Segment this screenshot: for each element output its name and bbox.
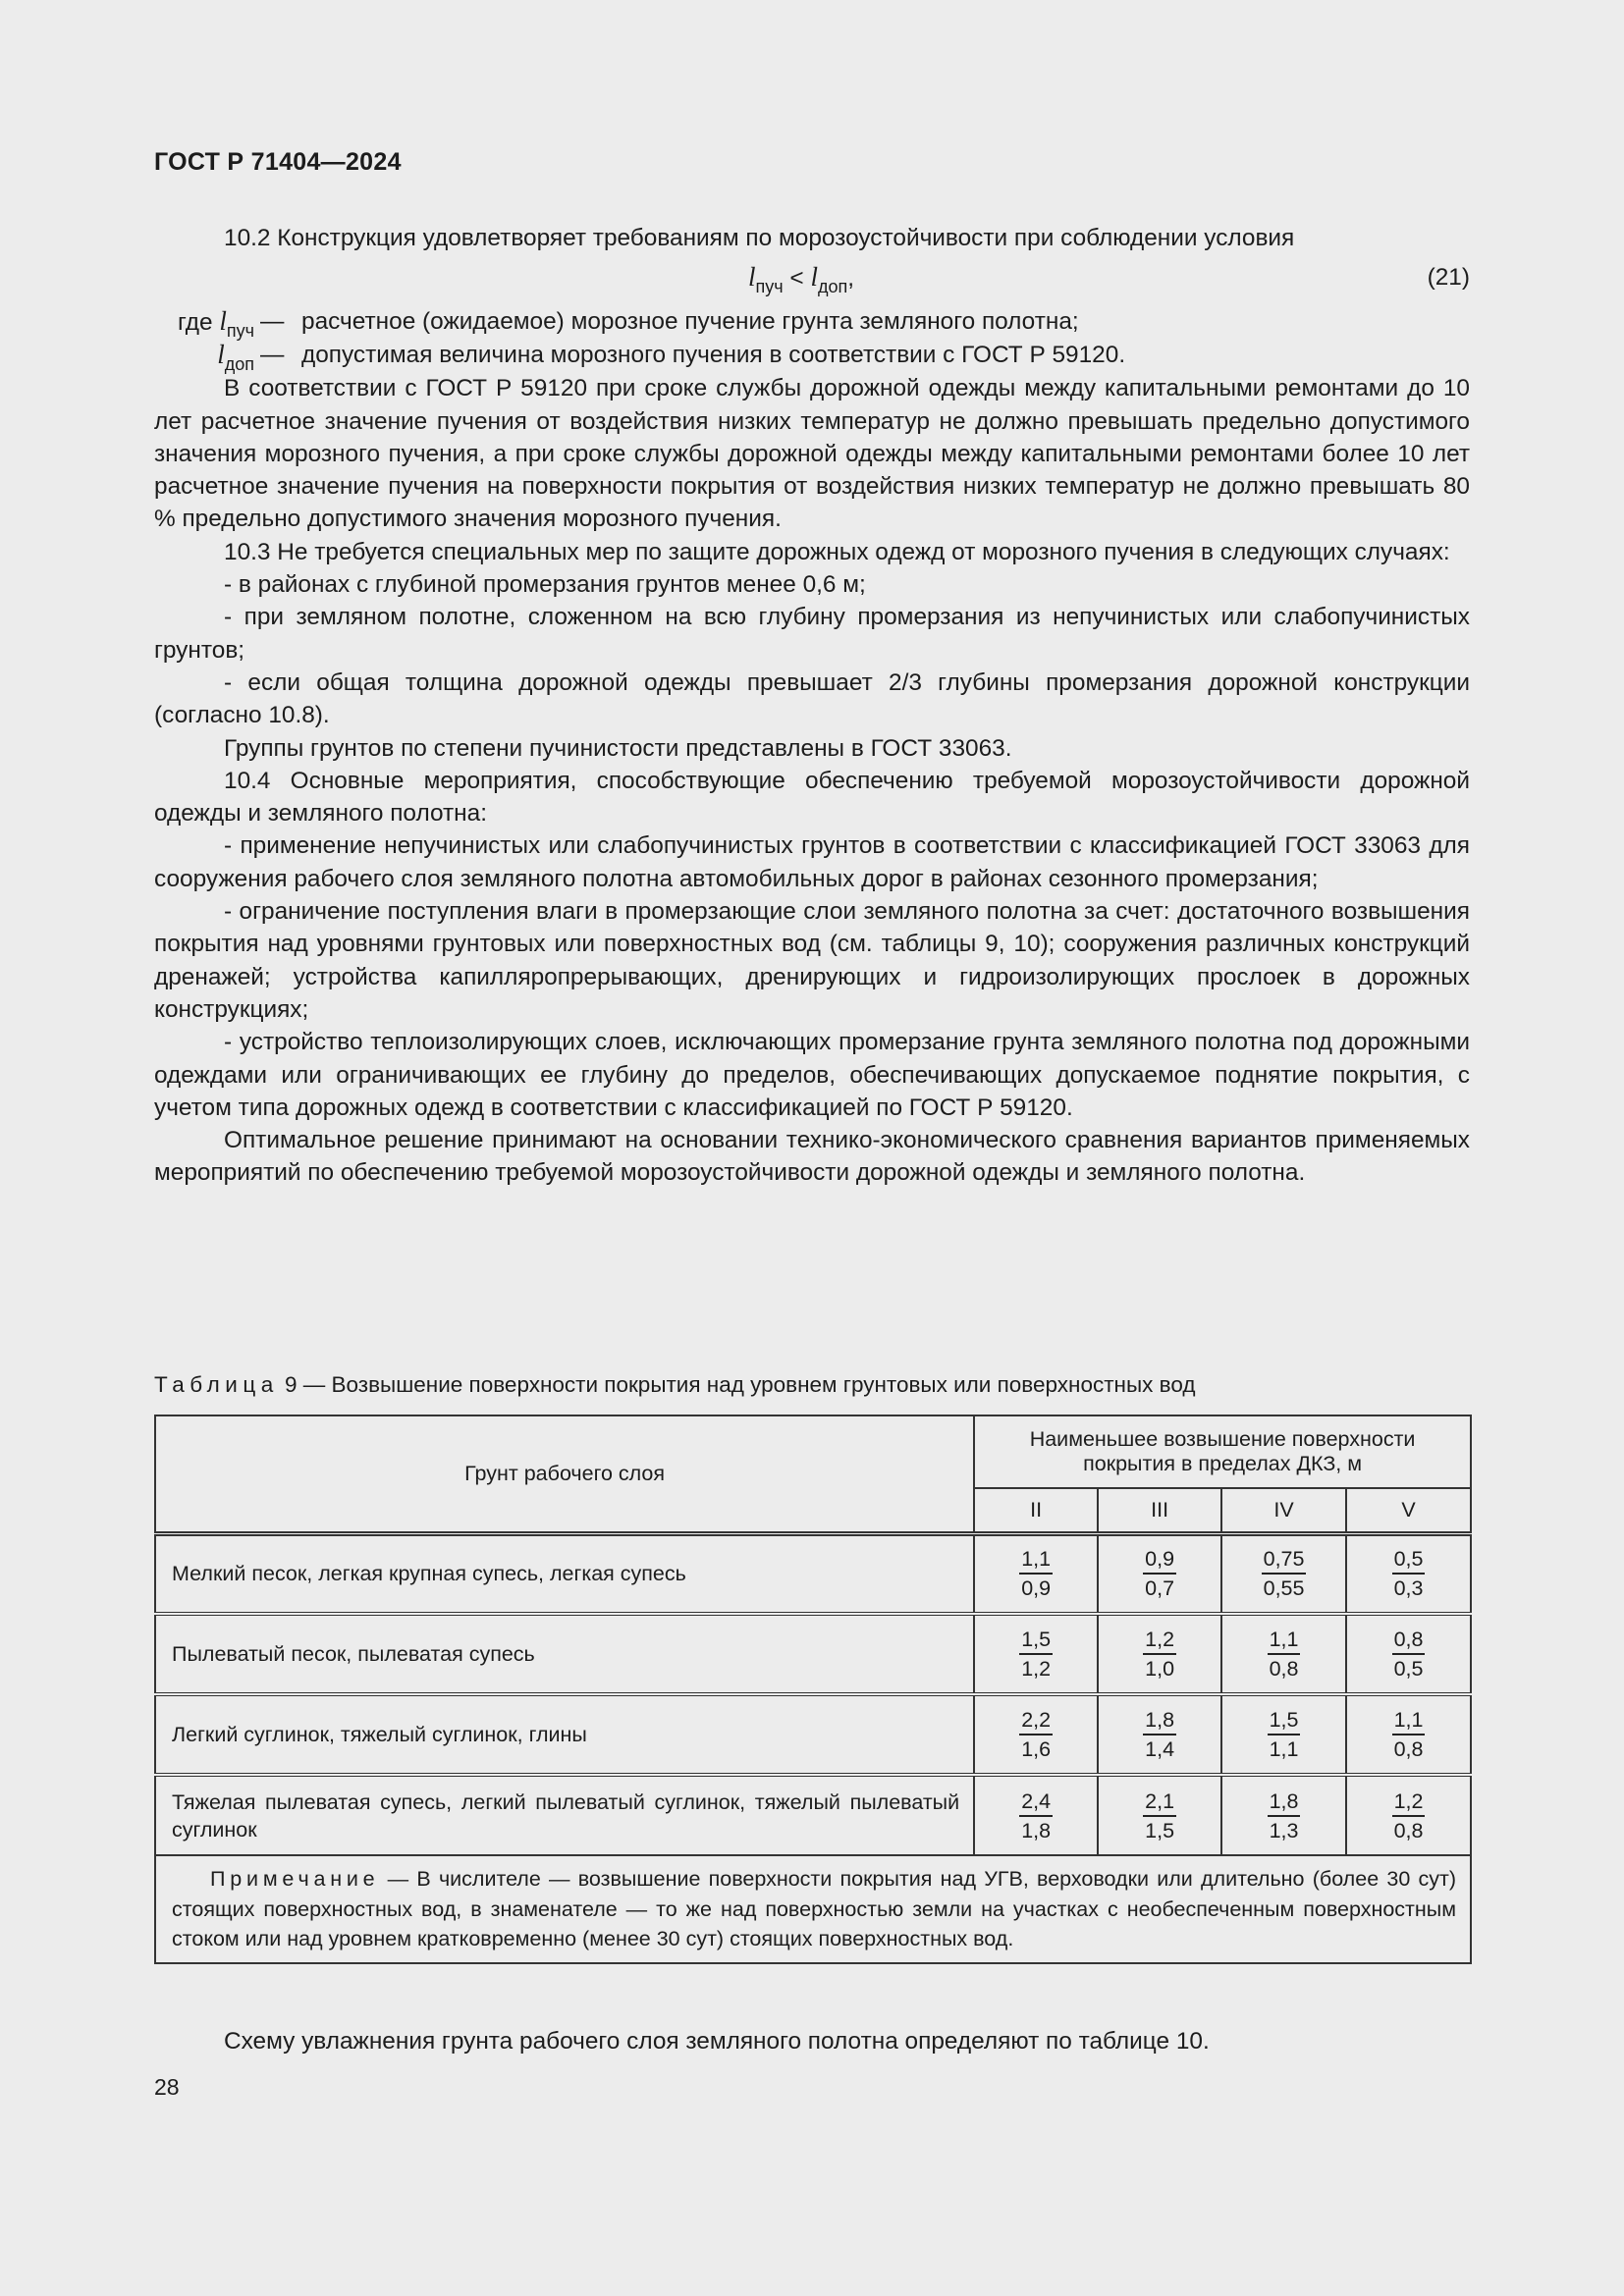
soil-cell: Пылеватый песок, пылеватая супесь [155,1614,974,1694]
value-cell: $\frac{1,2}{1,0}$ [1098,1614,1221,1694]
value-cell: $\frac{2,4}{1,8}$ [974,1775,1098,1855]
table-row [155,1533,1471,1614]
section-10-4: 10.4 Основные мероприятия, способствующие обеспечению требуемой морозоустойчивости дорожной одежды и земляного полотна: [154,767,1470,828]
value-cell: $\frac{1,8}{1,3}$ [1221,1775,1346,1855]
page-number: 28 [154,2074,180,2100]
header-zone: III [1098,1488,1221,1533]
value-cell: $\frac{1,1}{0,9}$ [974,1533,1098,1614]
header-zone: II [974,1488,1098,1533]
list-item: - применение непучинистых или слабопучинистых грунтов в соответствии с классификацией ГОСТ 33063 для сооружения рабочего слоя земляного полотна автомобильных дорог в районах сезонного промерзания; [154,832,1470,892]
value-cell: $\frac{1,5}{1,2}$ [974,1614,1098,1694]
table-row [155,1694,1471,1775]
value-cell: $\frac{1,5}{1,1}$ [1221,1694,1346,1775]
table-note-row [155,1855,1471,1963]
value-cell: $\frac{2,1}{1,5}$ [1098,1775,1221,1855]
equation-number: (21) [1427,264,1470,292]
value-cell: $\frac{1,1}{0,8}$ [1346,1694,1471,1775]
list-item: - ограничение поступления влаги в промерзающие слои земляного полотна за счет: достаточного возвышения покрытия над уровнями грунтовых или поверхностных вод (см. таблицы 9, 10); сооружения различных конструкций дренажей; устройства капилляропрерывающих, дренирующих и гидроизолирующих прослоек в дорожных конструкциях; [154,898,1470,1023]
section-10-2: 10.2 Конструкция удовлетворяет требованиям по морозоустойчивости при соблюдении условия [224,225,1295,251]
value-cell: $\frac{0,8}{0,5}$ [1346,1614,1471,1694]
value-cell: $\frac{0,9}{0,7}$ [1098,1533,1221,1614]
soil-cell: Мелкий песок, легкая крупная супесь, легкая супесь [155,1533,974,1614]
table-9 [154,1415,1472,1964]
body-text [154,222,1470,1190]
list-item: - если общая толщина дорожной одежды превышает 2/3 глубины промерзания дорожной конструкции (согласно 10.8). [154,668,1470,729]
value-cell: $\frac{2,2}{1,6}$ [974,1694,1098,1775]
paragraph: В соответствии с ГОСТ Р 59120 при сроке службы дорожной одежды между капитальными ремонтами до 10 лет расчетное значение пучения от воздействия низких температур не должно превышать предельно допустимого значения морозного пучения, а при сроке службы дорожной одежды между капитальными ремонтами более 10 лет расчетное значение пучения на поверхности покрытия от воздействия низких температур не должно превышать 80 % предельно допустимого значения морозного пучения. [154,375,1470,533]
value-cell: $\frac{1,1}{0,8}$ [1221,1614,1346,1694]
header-zone: IV [1221,1488,1346,1533]
section-10-3: 10.3 Не требуется специальных мер по защите дорожных одежд от морозного пучения в следующих случаях: [224,538,1450,565]
table-row [155,1775,1471,1855]
table-note: Примечание — В числителе — возвышение поверхности покрытия над УГВ, верховодки или длительно (более 30 сут) стоящих поверхностных вод, в знаменателе — то же над поверхностью земли на участках с необеспеченным поверхностным стоком или над уровнем кратковременно (менее 30 сут) стоящих поверхностных вод. [155,1855,1471,1963]
paragraph: Группы грунтов по степени пучинистости представлены в ГОСТ 33063. [224,734,1012,762]
definition-item: где $l_{пуч}$ — расчетное (ожидаемое) морозное пучение грунта земляного полотна; [177,306,1079,342]
formula-expression: $l_{пуч} < l_{доп}$, [748,262,854,297]
header-elevation: Наименьшее возвышение поверхности покрытия в пределах ДКЗ, м [974,1415,1471,1488]
paragraph: Оптимальное решение принимают на основании технико-экономического сравнения вариантов применяемых мероприятий по обеспечению требуемой морозоустойчивости дорожной одежды и земляного полотна. [154,1127,1470,1187]
formula-21 [154,256,1470,305]
value-cell: $\frac{0,5}{0,3}$ [1346,1533,1471,1614]
table-caption: Таблица 9 — Возвышение поверхности покрытия над уровнем грунтовых или поверхностных вод [154,1372,1196,1397]
value-cell: $\frac{1,2}{0,8}$ [1346,1775,1471,1855]
header-soil: Грунт рабочего слоя [155,1415,974,1533]
value-cell: $\frac{1,8}{1,4}$ [1098,1694,1221,1775]
document-header: ГОСТ Р 71404—2024 [154,148,402,176]
soil-cell: Тяжелая пылеватая супесь, легкий пылеватый суглинок, тяжелый пылеватый суглинок [155,1775,974,1855]
closing-paragraph: Схему увлажнения грунта рабочего слоя земляного полотна определяют по таблице 10. [224,2028,1210,2055]
list-item: - в районах с глубиной промерзания грунтов менее 0,6 м; [224,571,866,599]
formula-definitions [154,305,1470,375]
list-item: - устройство теплоизолирующих слоев, исключающих промерзание грунта земляного полотна под дорожными одеждами или ограничивающих ее глубину до пределов, обеспечивающих допускаемое поднятие покрытия, с учетом типа дорожных одежд в соответствии с классификацией по ГОСТ Р 59120. [154,1029,1470,1121]
soil-cell: Легкий суглинок, тяжелый суглинок, глины [155,1694,974,1775]
value-cell: $\frac{0,75}{0,55}$ [1221,1533,1346,1614]
list-item: - при земляном полотне, сложенном на всю глубину промерзания из непучинистых или слабопучинистых грунтов; [154,604,1470,664]
table-row [155,1614,1471,1694]
definition-item: $l_{доп}$ — допустимая величина морозного пучения в соответствии с ГОСТ Р 59120. [217,340,1126,375]
header-zone: V [1346,1488,1471,1533]
table-header-row [155,1415,1471,1488]
